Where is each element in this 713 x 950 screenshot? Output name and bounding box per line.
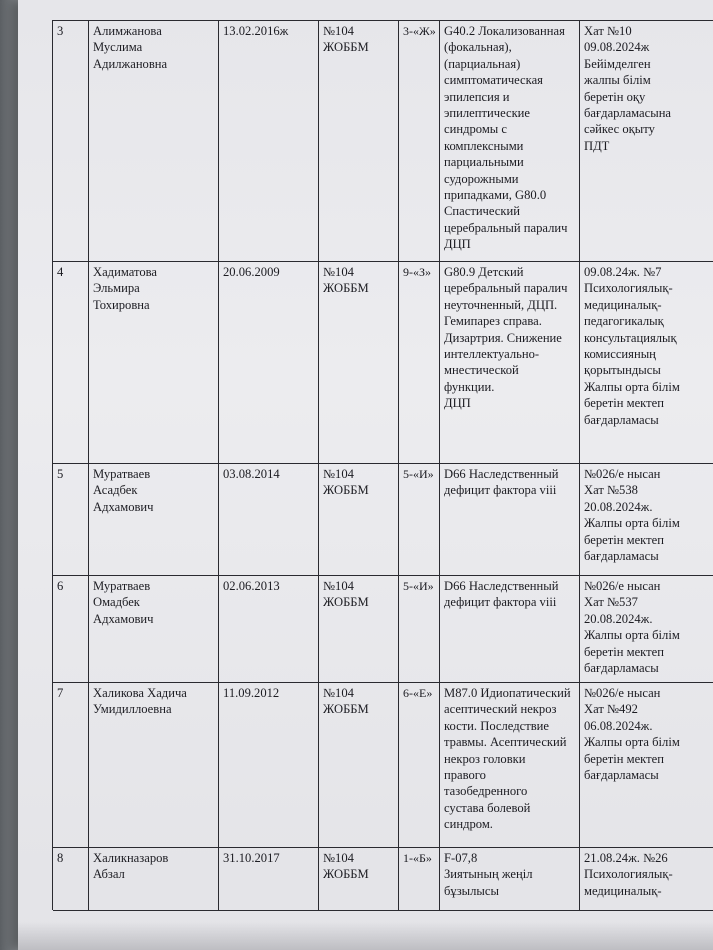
table-row [53,847,713,911]
document-reference: 09.08.24ж. №7 Психологиялық- медициналық- педагогикалық консультациялық комиссияның қорытындысы Жалпы орта білім беретін мектеп бағдарламасы [580,262,713,464]
class: 5-«И» [399,464,440,576]
row-number: 8 [53,848,89,910]
row-number: 7 [53,683,89,848]
table-row [53,575,713,683]
row-number: 6 [53,576,89,683]
document-reference: №026/е нысан Хат №538 20.08.2024ж. Жалпы орта білім беретін мектеп бағдарламасы [580,464,713,576]
school: №104 ЖОББМ [319,848,399,910]
school: №104 ЖОББМ [319,262,399,464]
diagnosis: D66 Наследственный дефицит фактора viii [440,464,580,576]
school: №104 ЖОББМ [319,683,399,848]
document-page [18,0,713,950]
birth-date: 02.06.2013 [219,576,319,683]
class: 5-«И» [399,576,440,683]
diagnosis: G40.2 Локализованная (фокальная), (парциальная) симптоматическая эпилепсия и эпилептические синдромы с комплексными парциальными судорожными припадками, G80.0 Спастический церебральный паралич ДЦП [440,21,580,262]
diagnosis: F-07,8 Зиятының жеңіл бұзылысы [440,848,580,910]
student-name: Муратваев Омадбек Адхамович [89,576,219,683]
students-table [52,20,713,910]
row-number: 5 [53,464,89,576]
document-reference: 21.08.24ж. №26 Психологиялық- медициналық- [580,848,713,910]
class: 1-«Б» [399,848,440,910]
table-row [53,682,713,848]
student-name: Муратваев Асадбек Адхамович [89,464,219,576]
document-reference: №026/е нысан Хат №492 06.08.2024ж. Жалпы орта білім беретін мектеп бағдарламасы [580,683,713,848]
student-name: Хадиматова Эльмира Тохировна [89,262,219,464]
row-number: 3 [53,21,89,262]
row-number: 4 [53,262,89,464]
school: №104 ЖОББМ [319,21,399,262]
class: 3-«Ж» [399,21,440,262]
birth-date: 31.10.2017 [219,848,319,910]
document-reference: Хат №10 09.08.2024ж Бейімделген жалпы білім беретін оқу бағдарламасына сәйкес оқыту ПДТ [580,21,713,262]
page-bottom-shadow [18,922,713,950]
birth-date: 20.06.2009 [219,262,319,464]
diagnosis: M87.0 Идиопатический асептический некроз кости. Последствие травмы. Асептический некроз головки правого тазобедренного сустава болевой синдром. [440,683,580,848]
class: 6-«Е» [399,683,440,848]
diagnosis: D66 Наследственный дефицит фактора viii [440,576,580,683]
school: №104 ЖОББМ [319,576,399,683]
table-row [53,463,713,576]
school: №104 ЖОББМ [319,464,399,576]
class: 9-«З» [399,262,440,464]
birth-date: 11.09.2012 [219,683,319,848]
student-name: Халикова Хадича Умидиллоевна [89,683,219,848]
document-reference: №026/е нысан Хат №537 20.08.2024ж. Жалпы орта білім беретін мектеп бағдарламасы [580,576,713,683]
diagnosis: G80.9 Детский церебральный паралич неуточненный, ДЦП. Гемипарез справа. Дизартрия. Снижение интеллектуально- мнестической функции. ДЦП [440,262,580,464]
table-row [53,261,713,464]
student-name: Халикназаров Абзал [89,848,219,910]
birth-date: 03.08.2014 [219,464,319,576]
table-row [53,20,713,262]
birth-date: 13.02.2016ж [219,21,319,262]
student-name: Алимжанова Муслима Адилжановна [89,21,219,262]
